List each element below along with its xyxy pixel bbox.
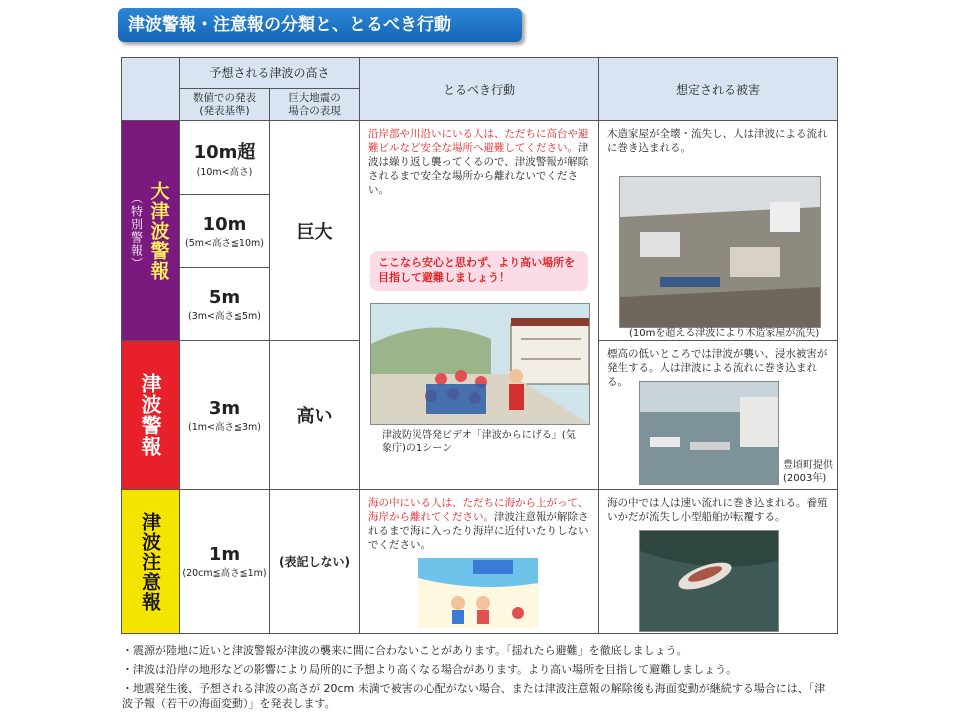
height-5m: [179, 267, 270, 341]
action-warning-text: [360, 121, 598, 203]
action-warning-red: 沿岸部や川沿いにいる人は、ただちに高台や避難ビルなど安全な場所へ避難してください。: [368, 128, 589, 154]
qualitative-warning: [269, 340, 360, 490]
qualitative-major-text: 巨大: [296, 221, 333, 243]
damage-warning-text: 標高の低いところでは津波が襲い、浸水被害が発生する。人は津波による流れに巻き込まれる。: [607, 348, 828, 388]
video-caption: 津波防災啓発ビデオ「津波からにげる」(気象庁)の1シーン: [382, 430, 576, 454]
beach-illustration: [418, 558, 538, 628]
header-damage: 想定される被害: [598, 57, 838, 121]
height-range: (20cm≦高さ≦1m): [182, 568, 267, 579]
height-10m-over: [179, 120, 270, 195]
header-corner: [121, 57, 180, 121]
action-advisory: [359, 489, 599, 634]
height-value: 5m: [208, 286, 241, 308]
destroyed-town-photo: [619, 176, 821, 328]
callout-text: ここなら安心と思わず、より高い場所を目指して避難しましょう！: [378, 256, 576, 284]
height-value: 10m超: [193, 141, 256, 163]
major-tsunami-warning-label: [121, 120, 180, 341]
evacuation-video-image: [370, 303, 590, 425]
qualitative-major: [269, 120, 360, 341]
qualitative-advisory: [269, 489, 360, 634]
action-warning: [359, 120, 599, 490]
page-title: 津波警報・注意報の分類と、とるべき行動: [118, 8, 522, 42]
major-warning-text: 大津波警報: [147, 180, 170, 281]
flooded-harbor-image: [640, 382, 778, 484]
note-1: ・震源が陸地に近いと津波警報が津波の襲来に間に合わないことがあります。「揺れたら避難」を徹底しましょう。: [122, 644, 688, 657]
height-10m: [179, 194, 270, 268]
damage-warning-credit: [783, 459, 833, 485]
header-numeric: [179, 88, 270, 121]
action-advisory-black: 津波注意報が解除されるまで海に入ったり海岸に近付いたりしないでください。: [368, 511, 589, 551]
tsunami-advisory-label: [121, 489, 180, 634]
callout-box: [370, 251, 588, 291]
height-value: 10m: [202, 213, 247, 235]
header-height-group: 予想される津波の高さ: [179, 57, 360, 89]
advisory-text: 津波注意報: [139, 511, 161, 612]
flooded-harbor-photo: [639, 381, 779, 485]
header-action: とるべき行動: [359, 57, 599, 121]
special-warning-sublabel: （特別警報）: [129, 191, 144, 270]
note-2: ・津波は沿岸の地形などの影響により局所的に予想より高くなる場合があります。より高い場所を目指して避難しましょう。: [122, 663, 738, 676]
height-value: 3m: [208, 397, 241, 419]
action-advisory-text: [360, 490, 598, 558]
tsunami-warning-label: [121, 340, 180, 490]
damage-major-caption: (10mを超える津波により木造家屋が流失): [629, 328, 820, 339]
height-range: (5m<高さ≦10m): [185, 237, 264, 249]
capsized-boat-photo: [639, 530, 779, 632]
credit-text: 豊頃町提供 (2003年): [783, 460, 833, 484]
damage-warning: [598, 340, 838, 490]
damage-advisory-text: 海の中では人は速い流れに巻き込まれる。養殖いかだが流失し小型船舶が転覆する。: [607, 497, 828, 523]
height-range: (3m<高さ≦5m): [188, 310, 261, 322]
damage-major: [598, 120, 838, 341]
note-3: ・地震発生後、予想される津波の高さが 20cm 未満で被害の心配がない場合、または津波注意報の解除後も海面変動が継続する場合には、「津波予報（若干の海面変動）」を発表します。: [122, 682, 826, 710]
action-advisory-red: 海の中にいる人は、ただちに海から上がって、海岸から離れてください。: [368, 497, 589, 523]
damage-major-text: 木造家屋が全壊・流失し、人は津波による流れに巻き込まれる。: [607, 128, 828, 154]
height-range: (10m<高さ): [196, 166, 253, 178]
header-qualitative: [269, 88, 360, 121]
header-qualitative-text: 巨大地震の 場合の表現: [288, 91, 341, 117]
capsized-boat-image: [640, 531, 778, 631]
qualitative-warning-text: 高い: [296, 406, 333, 427]
destroyed-town-image: [620, 177, 820, 327]
qualitative-advisory-text: (表記しない): [279, 555, 350, 569]
header-numeric-text: 数値での発表 (発表基準): [193, 91, 256, 117]
height-3m: [179, 340, 270, 490]
evacuation-illustration: [371, 304, 589, 424]
height-range: (1m<高さ≦3m): [188, 421, 261, 433]
height-value: 1m: [208, 544, 241, 565]
damage-advisory: [598, 489, 838, 634]
warning-text: 津波警報: [138, 373, 162, 457]
action-warning-black: 津波は繰り返し襲ってくるので、津波警報が解除されるまで安全な場所から離れないでください。: [368, 142, 589, 196]
beach-illustration-image: [418, 558, 538, 628]
height-1m: [179, 489, 270, 634]
